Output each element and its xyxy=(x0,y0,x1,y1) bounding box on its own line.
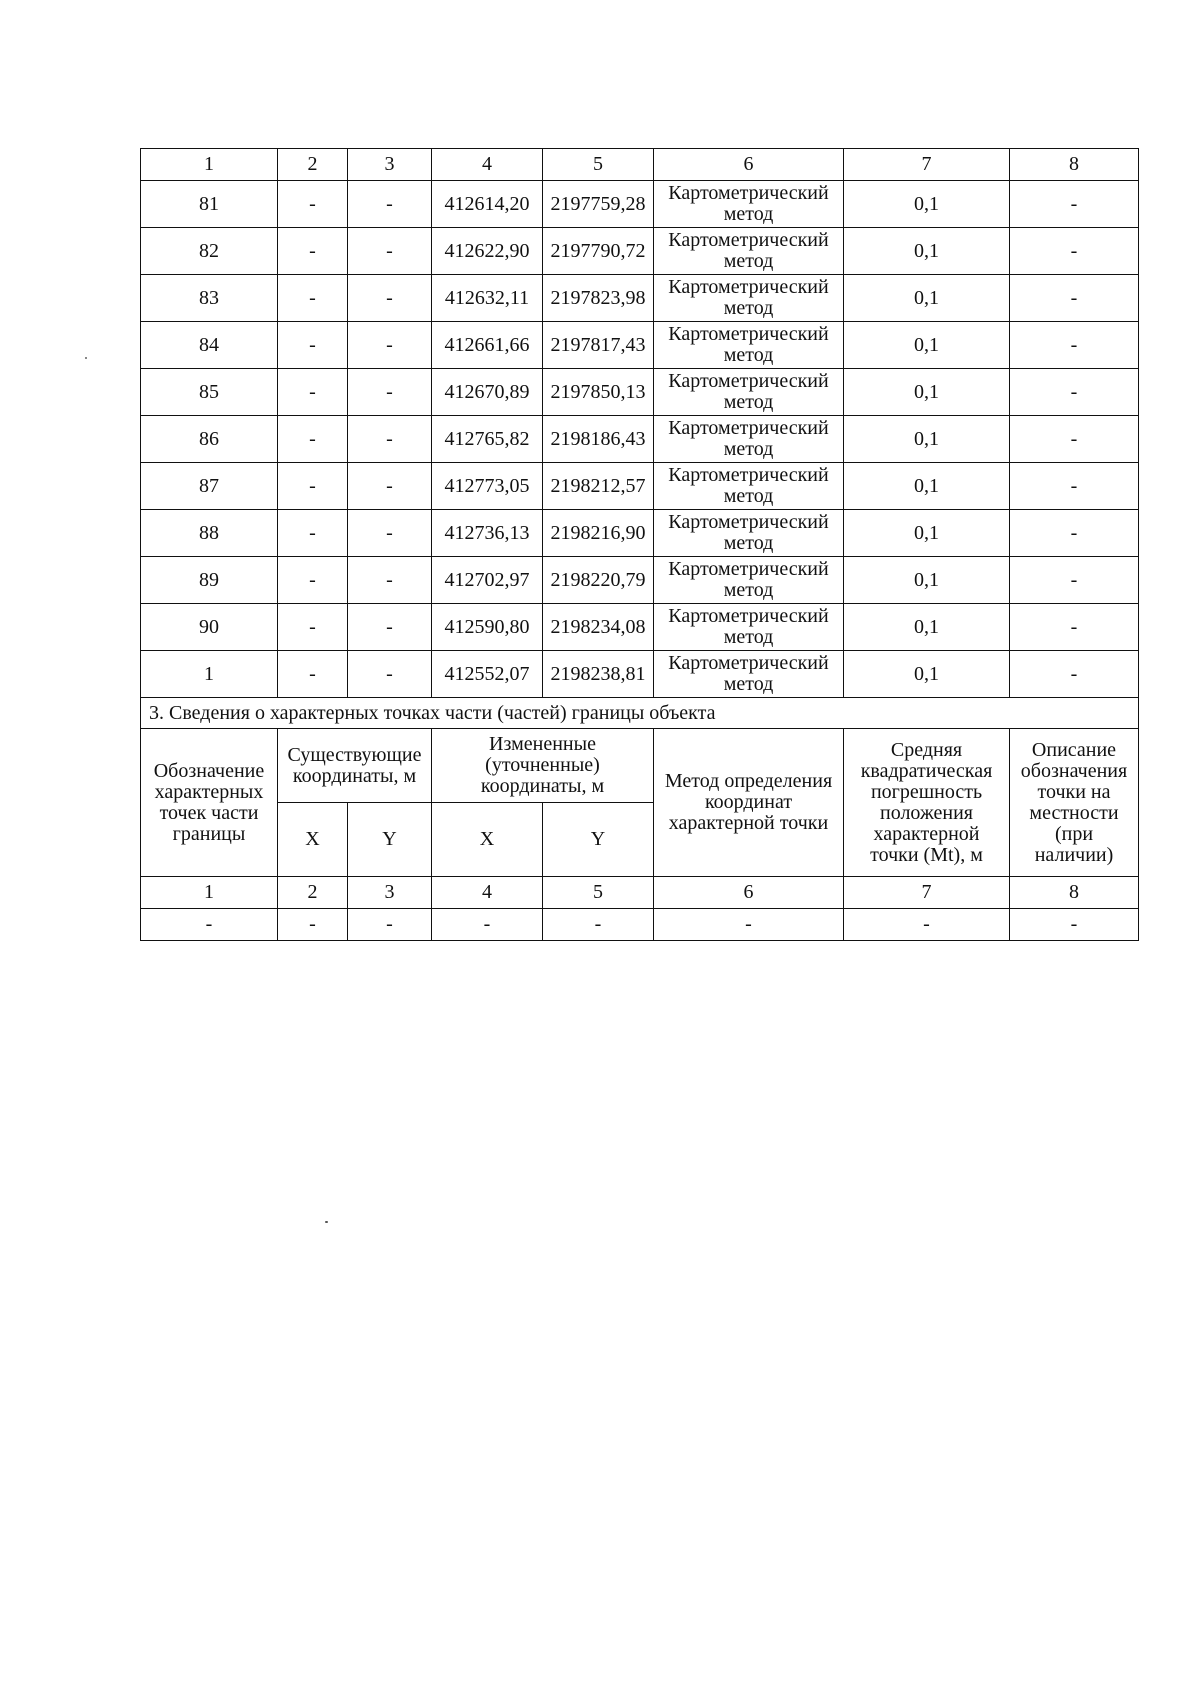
column-number-row xyxy=(141,149,1139,181)
point-id-cell: 88 xyxy=(141,510,278,557)
error-cell: 0,1 xyxy=(844,275,1010,322)
column-number: 3 xyxy=(348,877,432,909)
table-cell: - xyxy=(432,909,543,941)
point-id-cell: 84 xyxy=(141,322,278,369)
table-cell: - xyxy=(141,909,278,941)
header-mean-square-error: Средняя квадратическая погрешность положения характерной точки (Mt), м xyxy=(844,729,1010,877)
table-row xyxy=(141,416,1139,463)
point-id-cell: 81 xyxy=(141,181,278,228)
error-cell: 0,1 xyxy=(844,557,1010,604)
table-cell: - xyxy=(348,909,432,941)
error-cell: 0,1 xyxy=(844,228,1010,275)
point-id-cell: 82 xyxy=(141,228,278,275)
changed-y-cell: 2198220,79 xyxy=(543,557,654,604)
existing-x-cell: - xyxy=(278,322,348,369)
error-cell: 0,1 xyxy=(844,181,1010,228)
existing-y-cell: - xyxy=(348,651,432,698)
existing-x-cell: - xyxy=(278,228,348,275)
column-number: 5 xyxy=(543,149,654,181)
existing-x-cell: - xyxy=(278,463,348,510)
changed-x-cell: 412614,20 xyxy=(432,181,543,228)
existing-x-cell: - xyxy=(278,369,348,416)
description-cell: - xyxy=(1010,557,1139,604)
description-cell: - xyxy=(1010,510,1139,557)
existing-x-cell: - xyxy=(278,275,348,322)
existing-x-cell: - xyxy=(278,416,348,463)
method-cell: Картометрический метод xyxy=(654,510,844,557)
existing-y-cell: - xyxy=(348,369,432,416)
column-number: 4 xyxy=(432,149,543,181)
error-cell: 0,1 xyxy=(844,322,1010,369)
column-number: 5 xyxy=(543,877,654,909)
section-3-column-number-row xyxy=(141,877,1139,909)
point-id-cell: 89 xyxy=(141,557,278,604)
column-number: 7 xyxy=(844,149,1010,181)
point-id-cell: 1 xyxy=(141,651,278,698)
method-cell: Картометрический метод xyxy=(654,463,844,510)
method-cell: Картометрический метод xyxy=(654,416,844,463)
changed-x-cell: 412590,80 xyxy=(432,604,543,651)
changed-x-cell: 412632,11 xyxy=(432,275,543,322)
changed-y-cell: 2198234,08 xyxy=(543,604,654,651)
scan-speck xyxy=(325,1221,328,1223)
changed-y-cell: 2197850,13 xyxy=(543,369,654,416)
changed-y-cell: 2197823,98 xyxy=(543,275,654,322)
method-cell: Картометрический метод xyxy=(654,275,844,322)
changed-y-cell: 2198212,57 xyxy=(543,463,654,510)
error-cell: 0,1 xyxy=(844,651,1010,698)
column-number: 2 xyxy=(278,149,348,181)
table-row xyxy=(141,651,1139,698)
coordinates-table xyxy=(140,148,1139,941)
description-cell: - xyxy=(1010,322,1139,369)
method-cell: Картометрический метод xyxy=(654,651,844,698)
header-existing-x: X xyxy=(278,803,348,877)
description-cell: - xyxy=(1010,275,1139,322)
existing-x-cell: - xyxy=(278,651,348,698)
changed-x-cell: 412736,13 xyxy=(432,510,543,557)
table-row xyxy=(141,181,1139,228)
header-point-description: Описание обозначения точки на местности (при наличии) xyxy=(1010,729,1139,877)
table-row xyxy=(141,228,1139,275)
header-changed-y: Y xyxy=(543,803,654,877)
table-row xyxy=(141,322,1139,369)
table-row xyxy=(141,604,1139,651)
changed-x-cell: 412670,89 xyxy=(432,369,543,416)
description-cell: - xyxy=(1010,463,1139,510)
existing-y-cell: - xyxy=(348,557,432,604)
column-number: 8 xyxy=(1010,149,1139,181)
existing-y-cell: - xyxy=(348,416,432,463)
existing-y-cell: - xyxy=(348,181,432,228)
header-existing-y: Y xyxy=(348,803,432,877)
changed-y-cell: 2197790,72 xyxy=(543,228,654,275)
column-number: 6 xyxy=(654,877,844,909)
section-3-empty-row xyxy=(141,909,1139,941)
header-method: Метод определения координат характерной точки xyxy=(654,729,844,877)
changed-x-cell: 412773,05 xyxy=(432,463,543,510)
changed-x-cell: 412661,66 xyxy=(432,322,543,369)
method-cell: Картометрический метод xyxy=(654,604,844,651)
scan-speck xyxy=(85,357,87,359)
changed-y-cell: 2198186,43 xyxy=(543,416,654,463)
error-cell: 0,1 xyxy=(844,416,1010,463)
existing-y-cell: - xyxy=(348,228,432,275)
description-cell: - xyxy=(1010,228,1139,275)
existing-y-cell: - xyxy=(348,463,432,510)
changed-y-cell: 2198238,81 xyxy=(543,651,654,698)
changed-y-cell: 2197817,43 xyxy=(543,322,654,369)
table-row xyxy=(141,510,1139,557)
error-cell: 0,1 xyxy=(844,604,1010,651)
description-cell: - xyxy=(1010,651,1139,698)
existing-y-cell: - xyxy=(348,604,432,651)
table-cell: - xyxy=(1010,909,1139,941)
header-existing-coordinates: Существующие координаты, м xyxy=(278,729,432,803)
column-number: 1 xyxy=(141,877,278,909)
section-3-title-row xyxy=(141,698,1139,729)
column-number: 1 xyxy=(141,149,278,181)
point-id-cell: 85 xyxy=(141,369,278,416)
error-cell: 0,1 xyxy=(844,369,1010,416)
table-cell: - xyxy=(543,909,654,941)
changed-y-cell: 2198216,90 xyxy=(543,510,654,557)
existing-x-cell: - xyxy=(278,181,348,228)
section-3-header-row-1 xyxy=(141,729,1139,803)
point-id-cell: 90 xyxy=(141,604,278,651)
point-id-cell: 83 xyxy=(141,275,278,322)
section-3-title: 3. Сведения о характерных точках части (частей) границы объекта xyxy=(141,698,1139,729)
point-id-cell: 87 xyxy=(141,463,278,510)
column-number: 7 xyxy=(844,877,1010,909)
column-number: 4 xyxy=(432,877,543,909)
table-row xyxy=(141,557,1139,604)
existing-y-cell: - xyxy=(348,510,432,557)
header-changed-x: X xyxy=(432,803,543,877)
method-cell: Картометрический метод xyxy=(654,228,844,275)
existing-x-cell: - xyxy=(278,604,348,651)
column-number: 2 xyxy=(278,877,348,909)
existing-y-cell: - xyxy=(348,275,432,322)
existing-x-cell: - xyxy=(278,510,348,557)
point-id-cell: 86 xyxy=(141,416,278,463)
existing-y-cell: - xyxy=(348,322,432,369)
error-cell: 0,1 xyxy=(844,463,1010,510)
table-row xyxy=(141,463,1139,510)
description-cell: - xyxy=(1010,416,1139,463)
existing-x-cell: - xyxy=(278,557,348,604)
column-number: 8 xyxy=(1010,877,1139,909)
changed-x-cell: 412765,82 xyxy=(432,416,543,463)
method-cell: Картометрический метод xyxy=(654,369,844,416)
column-number: 3 xyxy=(348,149,432,181)
description-cell: - xyxy=(1010,604,1139,651)
table-cell: - xyxy=(278,909,348,941)
changed-x-cell: 412622,90 xyxy=(432,228,543,275)
error-cell: 0,1 xyxy=(844,510,1010,557)
table-row xyxy=(141,369,1139,416)
method-cell: Картометрический метод xyxy=(654,181,844,228)
method-cell: Картометрический метод xyxy=(654,557,844,604)
table-cell: - xyxy=(844,909,1010,941)
header-point-designation: Обозначение характерных точек части границы xyxy=(141,729,278,877)
table-cell: - xyxy=(654,909,844,941)
column-number: 6 xyxy=(654,149,844,181)
changed-x-cell: 412702,97 xyxy=(432,557,543,604)
changed-y-cell: 2197759,28 xyxy=(543,181,654,228)
table-row xyxy=(141,275,1139,322)
description-cell: - xyxy=(1010,369,1139,416)
method-cell: Картометрический метод xyxy=(654,322,844,369)
changed-x-cell: 412552,07 xyxy=(432,651,543,698)
description-cell: - xyxy=(1010,181,1139,228)
header-changed-coordinates: Измененные (уточненные) координаты, м xyxy=(432,729,654,803)
